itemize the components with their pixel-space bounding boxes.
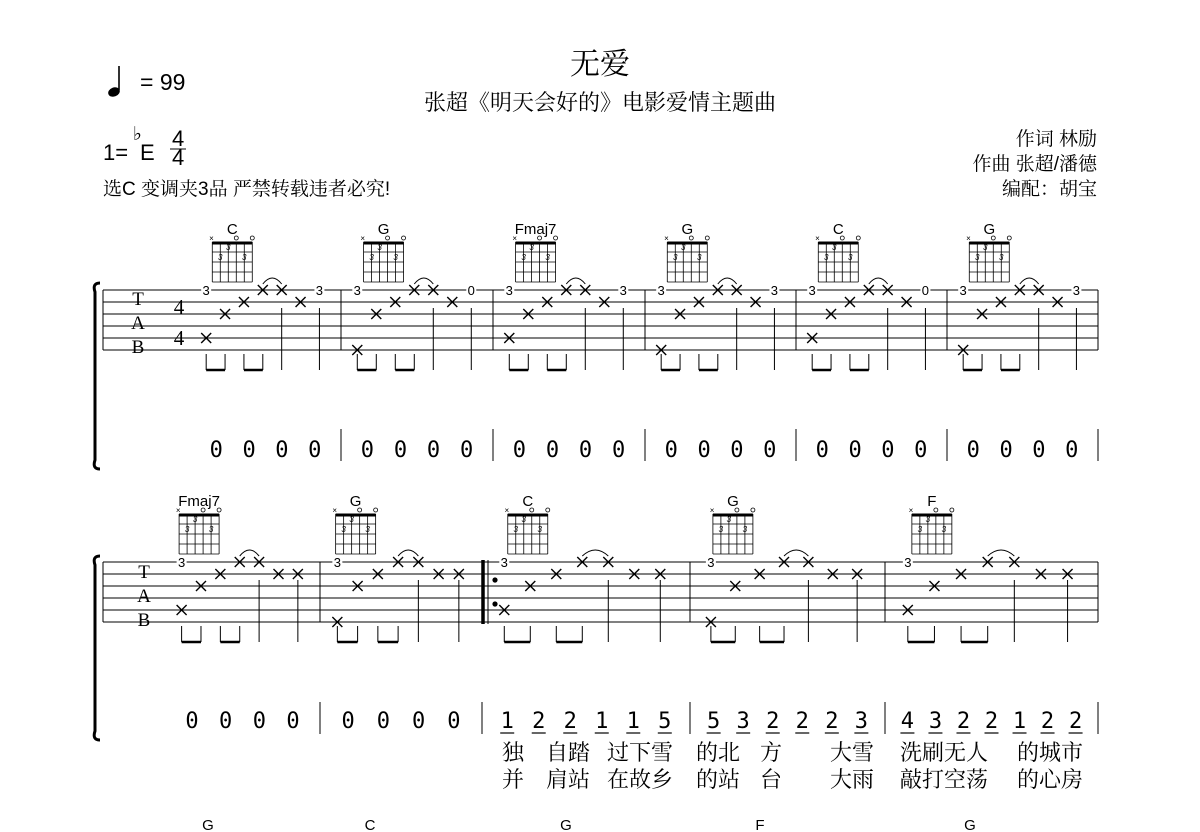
jianpu-note: 0 [763,438,777,463]
tie [566,278,585,284]
tie [784,550,808,556]
jianpu-note: 0 [664,438,678,463]
capo-note: 选C 变调夹3品 严禁转载违者必究! [103,179,391,200]
chord-diagrams [173,221,1012,554]
lyric-line1-word: 方 [759,740,783,765]
lyric-line2-word: 台 [759,767,783,792]
jianpu-note: 0 [393,438,408,463]
finger-mark: 3 [369,253,374,262]
song-subtitle: 张超《明天会好的》电影爱情主题曲 [423,90,777,115]
arranger-credit: 编配：胡宝 [1001,179,1097,200]
fret-number: 3 [657,283,665,298]
finger-mark: 3 [529,243,534,252]
tie [240,550,259,556]
jianpu-note: 3 [736,709,750,734]
repeat-start-sign [483,560,498,624]
open-string-mark [856,236,860,240]
open-string-mark [950,508,954,512]
chord-diagram [209,221,254,282]
jianpu-note: 2 [1040,709,1055,734]
fret-number: 3 [808,283,816,298]
jianpu-note: 2 [795,709,809,734]
jianpu-note: 0 [512,438,527,463]
jianpu-note: 0 [1032,438,1046,463]
jianpu-note: 0 [341,709,355,734]
open-string-mark [546,508,550,512]
jianpu-note: 1 [1012,709,1027,734]
fret-number: 0 [921,283,930,298]
tie [988,550,1015,556]
jianpu-note: 2 [532,709,546,734]
jianpu-note: 2 [1068,709,1083,734]
fret-number: 3 [202,283,210,298]
next-chord-name: G [560,817,572,832]
jianpu-note: 4 [900,709,915,734]
jianpu-note: 5 [658,709,672,734]
lyricist-credit: 作词 林励 [1015,129,1097,150]
finger-mark: 3 [983,243,988,252]
tempo-value: = 99 [140,69,186,95]
jianpu-note: 0 [459,438,474,463]
chord-diagram [360,221,405,282]
tempo-marking [107,66,186,98]
tab-time-bottom: 4 [173,326,185,350]
finger-mark: 3 [218,253,223,262]
finger-mark: 3 [697,253,702,262]
lyric-line2-word: 肩站 [545,767,591,792]
finger-mark: 3 [917,525,923,534]
jianpu-note: 0 [360,438,375,463]
jianpu-note: 0 [815,438,829,463]
time-signature-bottom: 4 [172,145,185,170]
jianpu-note: 0 [545,438,560,463]
finger-mark: 3 [742,525,748,534]
fret-number: 3 [619,283,627,298]
lyric-line2-word: 在故乡 [606,767,674,792]
lyric-line1-word: 洗刷无人 [899,740,989,765]
chord-diagram [710,493,755,554]
finger-mark: 3 [681,243,686,252]
chord-name: Fmaj7 [514,221,557,238]
tie [1020,278,1039,284]
lyric-line2-word: 的心房 [1016,767,1084,792]
jianpu-note: 0 [578,438,593,463]
tab-staff-lines [103,562,1098,622]
fret-number: 3 [333,555,341,570]
jianpu-note: 2 [956,709,971,734]
chord-diagram [332,493,377,554]
finger-mark: 3 [341,525,346,534]
muted-string-mark: × [512,234,517,243]
muted-string-mark: × [175,506,181,515]
jianpu-note: 5 [707,709,721,734]
next-row-chords [202,817,976,832]
jianpu-note: 0 [881,438,895,463]
fret-number: 3 [505,283,513,298]
finger-mark: 3 [848,253,853,262]
lyric-line2-word: 敲打空荡 [899,767,989,792]
tie [263,278,282,284]
finger-mark: 3 [975,253,980,262]
jianpu-note: 1 [626,709,640,734]
lyric-line2-word: 并 [501,767,525,792]
tie [414,278,433,284]
chord-name: C [226,221,238,238]
finger-mark: 3 [521,515,526,524]
lyric-line1-word: 的北 [695,740,741,765]
lyric-line1-word: 过下雪 [606,740,674,765]
lyrics [502,740,1083,792]
repeat-dot [492,577,497,582]
jianpu-note: 0 [185,709,199,734]
jianpu-note: 0 [411,709,426,734]
next-chord-name: C [364,817,376,832]
chord-diagram [504,493,549,554]
next-chord-name: F [755,817,765,832]
jianpu-note: 2 [766,709,780,734]
lyric-line2-word: 大雨 [829,767,875,792]
jianpu-note: 0 [1065,438,1079,463]
muted-string-mark: × [709,506,715,515]
jianpu-note: 0 [697,438,711,463]
finger-mark: 3 [393,253,398,262]
fret-number: 3 [770,283,779,298]
finger-mark: 3 [349,515,354,524]
fret-number: 3 [353,283,361,298]
jianpu-note: 0 [219,709,233,734]
finger-mark: 3 [365,525,370,534]
jianpu-note: 0 [966,438,980,463]
jianpu-note: 3 [854,709,868,734]
muted-string-mark: × [814,234,820,243]
jianpu-note: 0 [426,438,441,463]
jianpu-note: 0 [242,438,256,463]
tab-clef-a: A [131,313,145,334]
fret-number: 3 [315,283,324,298]
finger-mark: 3 [726,515,732,524]
time-signature-top: 4 [172,126,185,151]
jianpu-note: 0 [848,438,862,463]
finger-mark: 3 [832,243,837,252]
muted-string-mark: × [663,234,669,243]
chord-name: Fmaj7 [178,493,220,510]
jianpu-note: 0 [730,438,744,463]
chord-name: G [727,493,739,510]
next-chord-name: G [202,817,214,832]
fret-number: 3 [904,555,912,570]
jianpu-note: 0 [376,709,391,734]
key-prefix: 1= [103,140,129,165]
muted-string-mark: × [504,506,510,515]
lyric-line1-word: 大雪 [829,740,875,765]
finger-mark: 3 [521,253,526,262]
lyric-line1-word: 的城市 [1016,740,1084,765]
jianpu-note: 0 [286,709,300,734]
muted-string-mark: × [208,234,214,243]
muted-string-mark: × [360,234,365,243]
finger-mark: 3 [513,525,518,534]
jianpu-note: 0 [252,709,266,734]
chord-diagram [664,221,709,282]
open-string-mark [1007,236,1011,240]
lyric-line1-word: 独 [501,740,525,765]
jianpu-note: 2 [825,709,839,734]
chord-diagram [176,493,221,554]
tie [398,550,418,556]
fret-number: 0 [467,283,475,298]
chord-name: F [927,493,937,510]
jianpu-note: 0 [209,438,223,463]
chord-name: C [522,493,534,510]
tab-time-top: 4 [173,295,185,319]
muted-string-mark: × [965,234,971,243]
finger-mark: 3 [537,525,542,534]
jianpu-note: 0 [275,438,289,463]
finger-mark: 3 [545,253,550,262]
tab-clef-a: A [137,586,151,607]
finger-mark: 3 [941,525,947,534]
fret-number: 3 [959,283,967,298]
finger-mark: 3 [377,243,382,252]
repeat-dot [492,601,497,606]
finger-mark: 3 [226,243,231,252]
song-title: 无爱 [570,48,630,81]
chord-name: G [377,221,390,238]
lyric-line2-word: 的站 [695,767,741,792]
finger-mark: 3 [242,253,247,262]
open-string-mark [705,236,709,240]
tie [718,278,737,284]
tab-clef-b: B [137,610,151,631]
jianpu-note: 0 [447,709,461,734]
jianpu-note: 1 [500,709,514,734]
key-letter: E [140,140,155,165]
fret-number: 3 [707,555,715,570]
finger-mark: 3 [184,525,190,534]
flat-icon: ♭ [133,124,142,145]
barlines [103,290,1098,461]
open-string-mark [374,508,378,512]
finger-mark: 3 [999,253,1004,262]
muted-string-mark: × [332,506,337,515]
chord-name: G [349,493,362,510]
open-string-mark [751,508,755,512]
chord-name: C [832,221,844,238]
jianpu-note: 1 [595,709,609,734]
fret-number: 3 [1072,283,1081,298]
system-bracket [94,283,100,469]
jianpu-note: 2 [984,709,999,734]
finger-mark: 3 [208,525,214,534]
chord-name: G [681,221,694,238]
finger-mark: 3 [925,515,931,524]
chord-name: G [983,221,996,238]
jianpu-note: 0 [914,438,928,463]
jianpu-note: 0 [611,438,626,463]
jianpu-note: 3 [928,709,943,734]
next-chord-name: G [964,817,976,832]
key-signature [103,124,186,170]
finger-mark: 3 [824,253,829,262]
chord-diagram [909,493,954,554]
open-string-mark [250,236,254,240]
tab-clef-b: B [131,337,145,358]
muted-string-mark: × [908,506,914,515]
composer-credit: 作曲 张超/潘德 [972,154,1097,175]
tie [869,278,888,284]
jianpu-note: 0 [999,438,1013,463]
chord-diagram [815,221,860,282]
tie [582,550,608,556]
finger-mark: 3 [718,525,724,534]
lyric-line1-word: 自踏 [545,740,591,765]
finger-mark: 3 [673,253,678,262]
fret-number: 3 [500,555,508,570]
jianpu-note: 2 [563,709,577,734]
tab-clef-t: T [138,562,150,583]
system-bracket [94,556,100,740]
jianpu-note: 0 [308,438,322,463]
chord-diagram [512,221,557,282]
chord-diagram [966,221,1011,282]
open-string-mark [402,236,406,240]
tab-clef-t: T [132,289,144,310]
fret-number: 3 [177,555,186,570]
finger-mark: 3 [192,515,198,524]
